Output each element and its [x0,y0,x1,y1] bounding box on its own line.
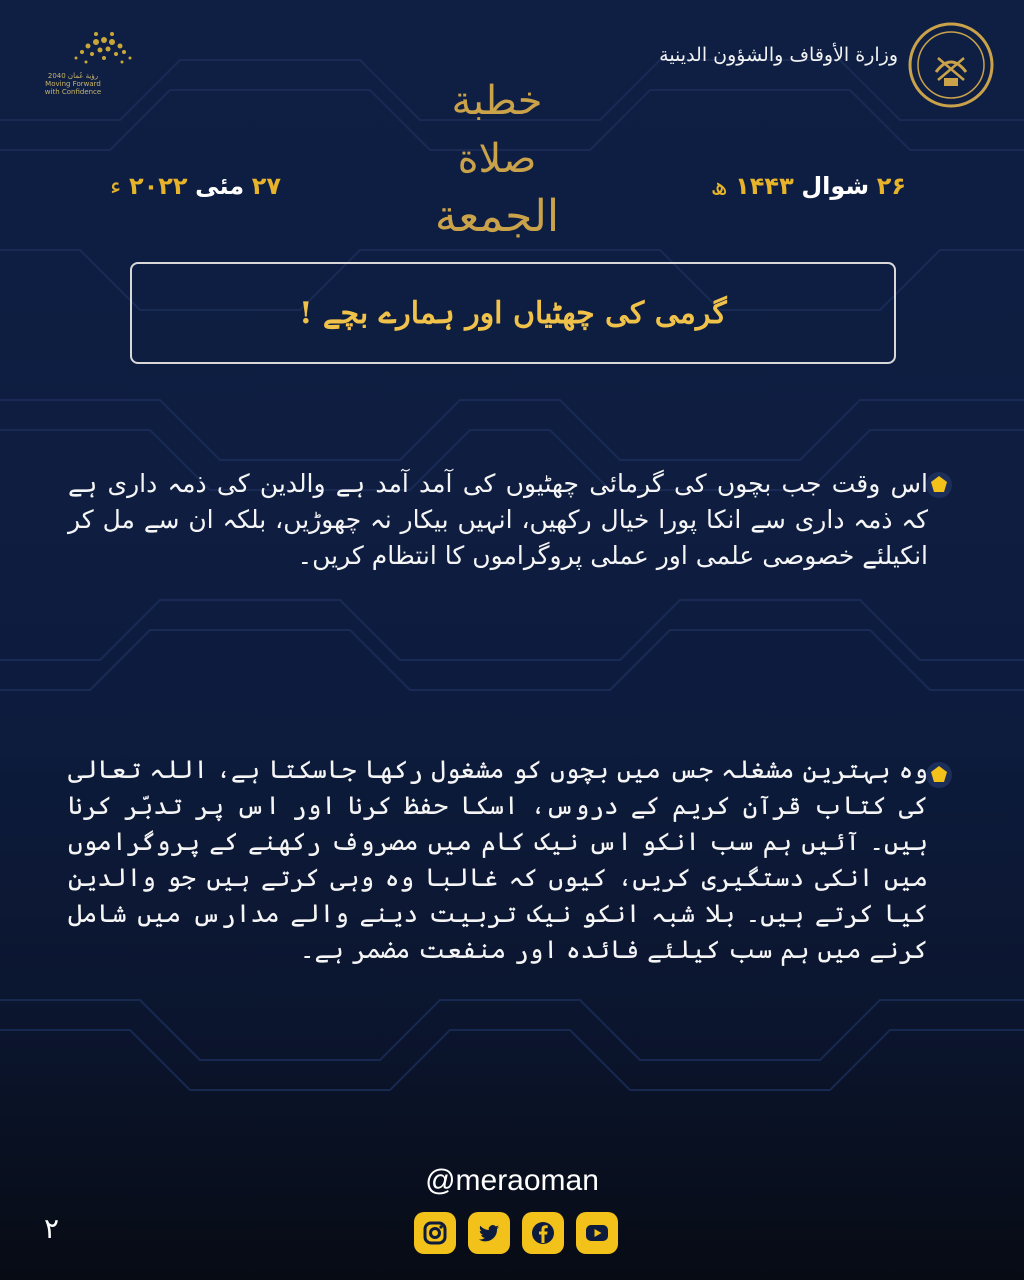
greg-day: ۲۷ [251,172,282,200]
instagram-icon[interactable] [414,1212,456,1254]
social-handle[interactable]: @meraoman [425,1164,599,1197]
khutba-title-line1: خطبة صلاة [451,78,543,182]
bullet-pentagon-icon [924,470,954,500]
hijri-month: شوال [801,172,870,200]
greg-year: ۲۰۲۲ [128,172,188,200]
paragraph-2: وہ بہترین مشغلہ جس میں بچوں کو مشغول رکھا جاسکتا ہے، اللہ تعالی کی کتاب قرآن کریم کے دروس، اسکا حفظ کرنا اور اس پر تدبّر کرنا ہیں۔ آئیں ہم سب انکو اس نیک کام میں مصروف رکھنے کے پروگراموں میں انکی دستگیری کریں، کیوں کہ غالبا وہ وہی کرتے ہیں جو والدین کیا کرتے ہیں۔ بلا شبہ انکو نیک تربیت دینے والے مدارس میں شامل کرنے میں ہم سب کیلئے فائدہ اور منفعت مضمر ہے۔ [68,755,928,964]
paragraph-1: اس وقت جب بچوں کی گرمائی چھٹیوں کی آمد آمد ہے والدین کی ذمہ داری ہے کہ ذمہ داری سے انکا پورا خیال رکھیں، انہیں بیکار نہ چھوڑیں، بلکہ ان سے مل کر انکیلئے خصوصی علمی اور عملی پروگراموں کا انتظام کریں۔ [68,469,928,570]
topic-title: گرمی کی چھٹیاں اور ہمارے بچے ! [299,295,727,331]
bullet-pentagon-icon [924,760,954,790]
hijri-date [711,172,906,200]
khutba-title-line2: الجمعة [434,191,560,242]
page-number: ۲ [44,1212,60,1245]
gregorian-date [110,172,281,200]
facebook-icon[interactable] [522,1212,564,1254]
ministry-emblem-icon [908,22,994,108]
hijri-year: ۱۴۴۳ [735,172,794,200]
topic-box [130,262,896,364]
greg-suffix: ء [110,172,122,200]
hijri-suffix: ھ [710,172,728,200]
vision-text-en-1: Moving Forward [45,80,101,88]
twitter-icon[interactable] [468,1212,510,1254]
khutba-calligraphy-title [412,72,582,242]
ministry-name: وزارة الأوقاف والشؤون الدينية [659,44,898,66]
social-icons [414,1212,618,1254]
greg-month: مئی [195,172,245,200]
vision-text-arabic: رؤية عُمان 2040 [47,72,99,80]
vision-2040-logo [26,22,146,102]
youtube-icon[interactable] [576,1212,618,1254]
hijri-day: ۲۶ [876,172,906,200]
vision-text-en-2: with Confidence [44,88,102,96]
